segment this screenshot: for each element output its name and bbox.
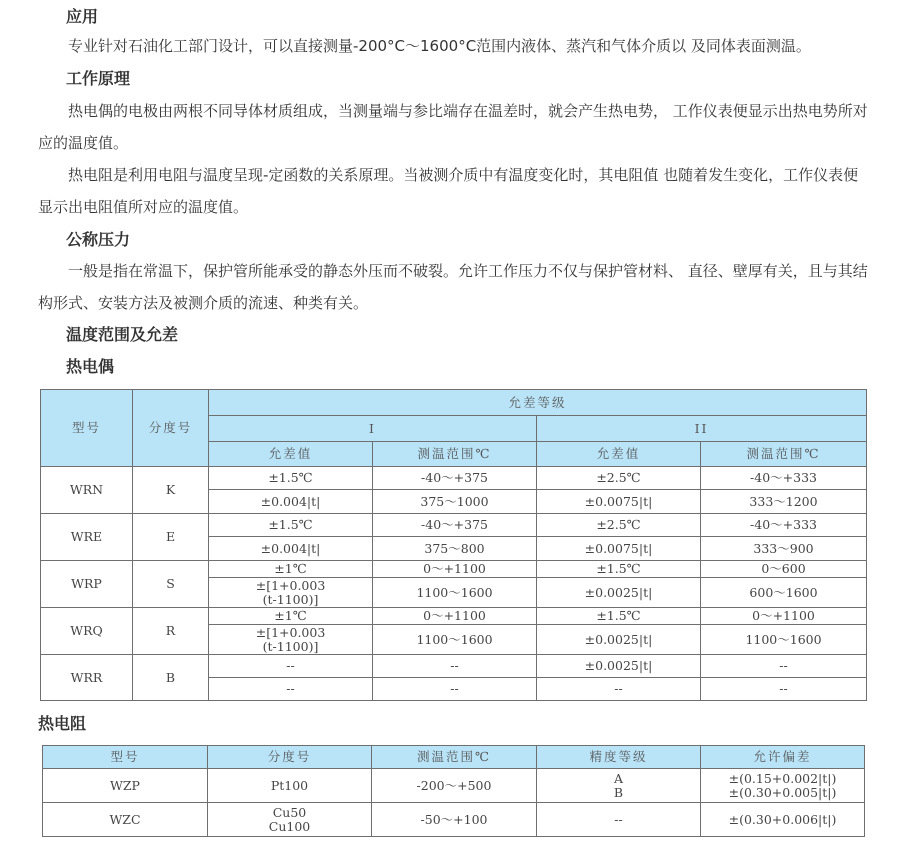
header-graduation: 分度号 [133, 390, 209, 467]
cell-deviation-line: ±(0.30+0.005|t|) [728, 784, 837, 800]
cell-tol: ±0.004|t| [209, 537, 373, 561]
cell-tol: ±2.5℃ [537, 467, 701, 490]
cell-range: -- [701, 655, 867, 678]
cell-tol [209, 578, 373, 608]
cell-graduation-line: Cu100 [268, 818, 311, 834]
cell-tol: ±0.0075|t| [537, 490, 701, 514]
cell-tol: -- [209, 678, 373, 701]
heading-range-tolerance: 温度范围及允差 [66, 325, 179, 344]
table-row [41, 608, 867, 625]
cell-accuracy-line: B [613, 784, 624, 800]
cell-range: -40～+333 [701, 467, 867, 490]
cell-tol-line2: (t-1100)] [262, 638, 319, 654]
cell-graduation-line: Cu50 [272, 804, 307, 820]
cell-deviation [701, 769, 865, 803]
cell-range: -40～+375 [373, 467, 537, 490]
cell-graduation [208, 803, 372, 837]
header-range-1: 测温范围℃ [373, 442, 537, 467]
cell-tol-line1: ±[1+0.003 [255, 577, 326, 593]
cell-deviation [701, 803, 865, 837]
cell-range: 600～1600 [701, 578, 867, 608]
cell-accuracy [537, 803, 701, 837]
cell-accuracy [537, 769, 701, 803]
cell-range: 333～1200 [701, 490, 867, 514]
cell-range: 1100～1600 [373, 625, 537, 655]
cell-range: -- [373, 655, 537, 678]
application-text: 专业针对石油化工部门设计，可以直接测量-200°C～1600°C范围内液体、蒸汽和气体介质以 及同体表面测温。 [68, 37, 811, 55]
cell-range: 1100～1600 [701, 625, 867, 655]
cell-tol: ±1.5℃ [537, 561, 701, 578]
cell-graduation: B [133, 655, 209, 701]
cell-tol: ±1℃ [209, 608, 373, 625]
table-row [43, 803, 865, 837]
cell-tol: ±0.004|t| [209, 490, 373, 514]
cell-graduation-line: Pt100 [270, 777, 309, 793]
table-row [41, 514, 867, 537]
cell-tol-line1: ±[1+0.003 [255, 624, 326, 640]
cell-range: -- [701, 678, 867, 701]
cell-range: 375～1000 [373, 490, 537, 514]
cell-graduation: K [133, 467, 209, 514]
header-tolerance-class: 允差等级 [209, 390, 867, 416]
principle-para-2: 热电阻是利用电阻与温度呈现-定函数的关系原理。当被测介质中有温度变化时，其电阻值 也随着发生变化，工作仪表便显示出电阻值所对应的温度值。 [38, 166, 859, 216]
cell-tol: -- [537, 678, 701, 701]
header-range-2: 测温范围℃ [701, 442, 867, 467]
cell-range: -50～+100 [372, 803, 537, 837]
heading-rtd: 热电阻 [38, 714, 87, 733]
heading-pressure: 公称压力 [66, 230, 131, 249]
cell-model: WRN [41, 467, 133, 514]
heading-application: 应用 [66, 7, 99, 26]
cell-graduation: R [133, 608, 209, 655]
cell-tol: ±0.0025|t| [537, 578, 701, 608]
cell-model: WRP [41, 561, 133, 608]
cell-tol [209, 625, 373, 655]
cell-range: 0～600 [701, 561, 867, 578]
cell-model: WZP [43, 769, 208, 803]
cell-tol: ±1.5℃ [537, 608, 701, 625]
cell-tol: ±1.5℃ [209, 467, 373, 490]
cell-range: 1100～1600 [373, 578, 537, 608]
cell-graduation [208, 769, 372, 803]
table-row [41, 561, 867, 578]
cell-tol: -- [209, 655, 373, 678]
cell-deviation-line: ±(0.15+0.002|t|) [728, 770, 837, 786]
cell-graduation: E [133, 514, 209, 561]
header-class-2: II [537, 416, 867, 442]
cell-range: -40～+375 [373, 514, 537, 537]
cell-range: -- [373, 678, 537, 701]
principle-para-1: 热电偶的电极由两根不同导体材质组成，当测量端与参比端存在温差时，就会产生热电势， 工作仪表便显示出热电势所对应的温度值。 [38, 102, 868, 152]
cell-range: 0～+1100 [373, 608, 537, 625]
pressure-text: 一般是指在常温下，保护管所能承受的静态外压而不破裂。允许工作压力不仅与保护管材料、 直径、壁厚有关，且与其结构形式、安装方法及被测介质的流速、种类有关。 [38, 262, 868, 312]
table-row [41, 467, 867, 490]
cell-tol: ±0.0075|t| [537, 537, 701, 561]
cell-tol: ±1.5℃ [209, 514, 373, 537]
cell-tol: ±0.0025|t| [537, 625, 701, 655]
heading-thermocouple: 热电偶 [66, 357, 115, 376]
header-class-1: I [209, 416, 537, 442]
cell-tol: ±0.0025|t| [537, 655, 701, 678]
cell-tol: ±2.5℃ [537, 514, 701, 537]
rtd-table [42, 745, 865, 837]
heading-principle: 工作原理 [66, 69, 131, 88]
cell-range: 0～+1100 [701, 608, 867, 625]
header-model: 型号 [41, 390, 133, 467]
rtd-header-model: 型号 [43, 746, 208, 769]
table-row [41, 655, 867, 678]
header-tol-value-2: 允差值 [537, 442, 701, 467]
cell-range: 375～800 [373, 537, 537, 561]
rtd-header-deviation: 允许偏差 [701, 746, 865, 769]
header-tol-value-1: 允差值 [209, 442, 373, 467]
cell-model: WZC [43, 803, 208, 837]
cell-tol: ±1℃ [209, 561, 373, 578]
rtd-header-accuracy: 精度等级 [537, 746, 701, 769]
cell-tol-line2: (t-1100)] [262, 591, 319, 607]
cell-model: WRR [41, 655, 133, 701]
cell-model: WRQ [41, 608, 133, 655]
rtd-header-graduation: 分度号 [208, 746, 372, 769]
rtd-header-range: 测温范围℃ [372, 746, 537, 769]
cell-range: 0～+1100 [373, 561, 537, 578]
cell-deviation-line: ±(0.30+0.006|t|) [728, 811, 837, 827]
cell-accuracy-line: -- [614, 811, 623, 827]
cell-graduation: S [133, 561, 209, 608]
cell-range: -200～+500 [372, 769, 537, 803]
cell-accuracy-line: A [613, 770, 624, 786]
table-row [43, 769, 865, 803]
thermocouple-table [40, 389, 867, 701]
cell-model: WRE [41, 514, 133, 561]
cell-range: -40～+333 [701, 514, 867, 537]
cell-range: 333～900 [701, 537, 867, 561]
